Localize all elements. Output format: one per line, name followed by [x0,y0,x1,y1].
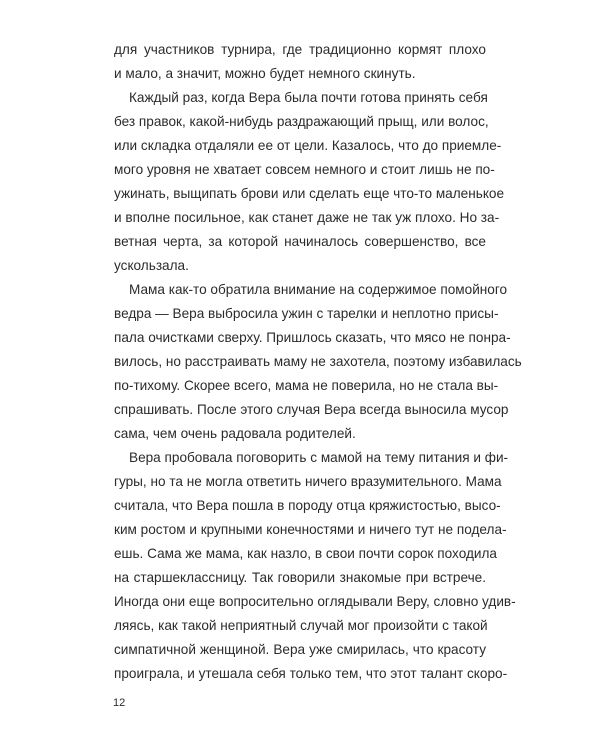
text-line: или складка отдаляли ее от цели. Казалось, что до приемле- [114,138,502,153]
text-line: Каждый раз, когда Вера была почти готова принять себя [129,90,488,105]
text-line: сама, чем очень радовала родителей. [114,426,356,441]
text-line: пала очистками сверху. Пришлось сказать, что мясо не понра- [114,330,511,345]
text-line: ляясь, как такой неприятный случай мог произойти с такой [114,618,488,633]
text-line: ужинать, выщипать брови или сделать еще что-то маленькое [114,186,505,201]
text-line: ветная черта, за которой начиналось совершенство, все [114,234,486,249]
page-number: 12 [113,697,126,709]
text-line: гуры, но та не могла ответить ничего вразумительного. Мама [114,474,502,489]
text-line: Вера пробовала поговорить с мамой на тему питания и фи- [129,450,509,465]
text-line: ким ростом и крупными конечностями и ничего тут не подела- [114,522,507,537]
text-line: симпатичной женщиной. Вера уже смирилась, что красоту [114,642,486,657]
text-line: Иногда они еще вопросительно оглядывали Веру, словно удив- [114,594,516,609]
text-line: считала, что Вера пошла в породу отца кряжистостью, высо- [114,498,501,513]
text-line: и мало, а значит, можно будет немного скинуть. [114,66,416,81]
text-line: мого уровня не хватает совсем немного и стоит лишь не по- [114,162,495,177]
text-line: и вполне посильное, как станет даже не так уж плохо. Но за- [114,210,500,225]
text-line: Мама как-то обратила внимание на содержимое помойного [129,282,508,297]
text-line: вилось, но расстраивать маму не захотела, поэтому избавилась [114,354,522,369]
text-line: ведра — Вера выбросила ужин с тарелки и неплотно присы- [114,306,499,321]
text-line: ешь. Сама же мама, как назло, в свои почти сорок походила [114,546,497,561]
text-line: по-тихому. Скорее всего, мама не поверила, но не стала вы- [114,378,499,393]
text-line: для участников турнира, где традиционно кормят плохо [114,42,486,57]
text-line: проиграла, и утешала себя только тем, что этот талант скоро- [114,666,508,681]
text-line: без правок, какой-нибудь раздражающий прыщ, или волос, [114,114,489,129]
text-line: на старшеклассницу. Так говорили знакомые при встрече. [114,570,486,585]
text-line: спрашивать. После этого случая Вера всегда выносила мусор [114,402,509,417]
text-line: ускользала. [114,258,189,273]
